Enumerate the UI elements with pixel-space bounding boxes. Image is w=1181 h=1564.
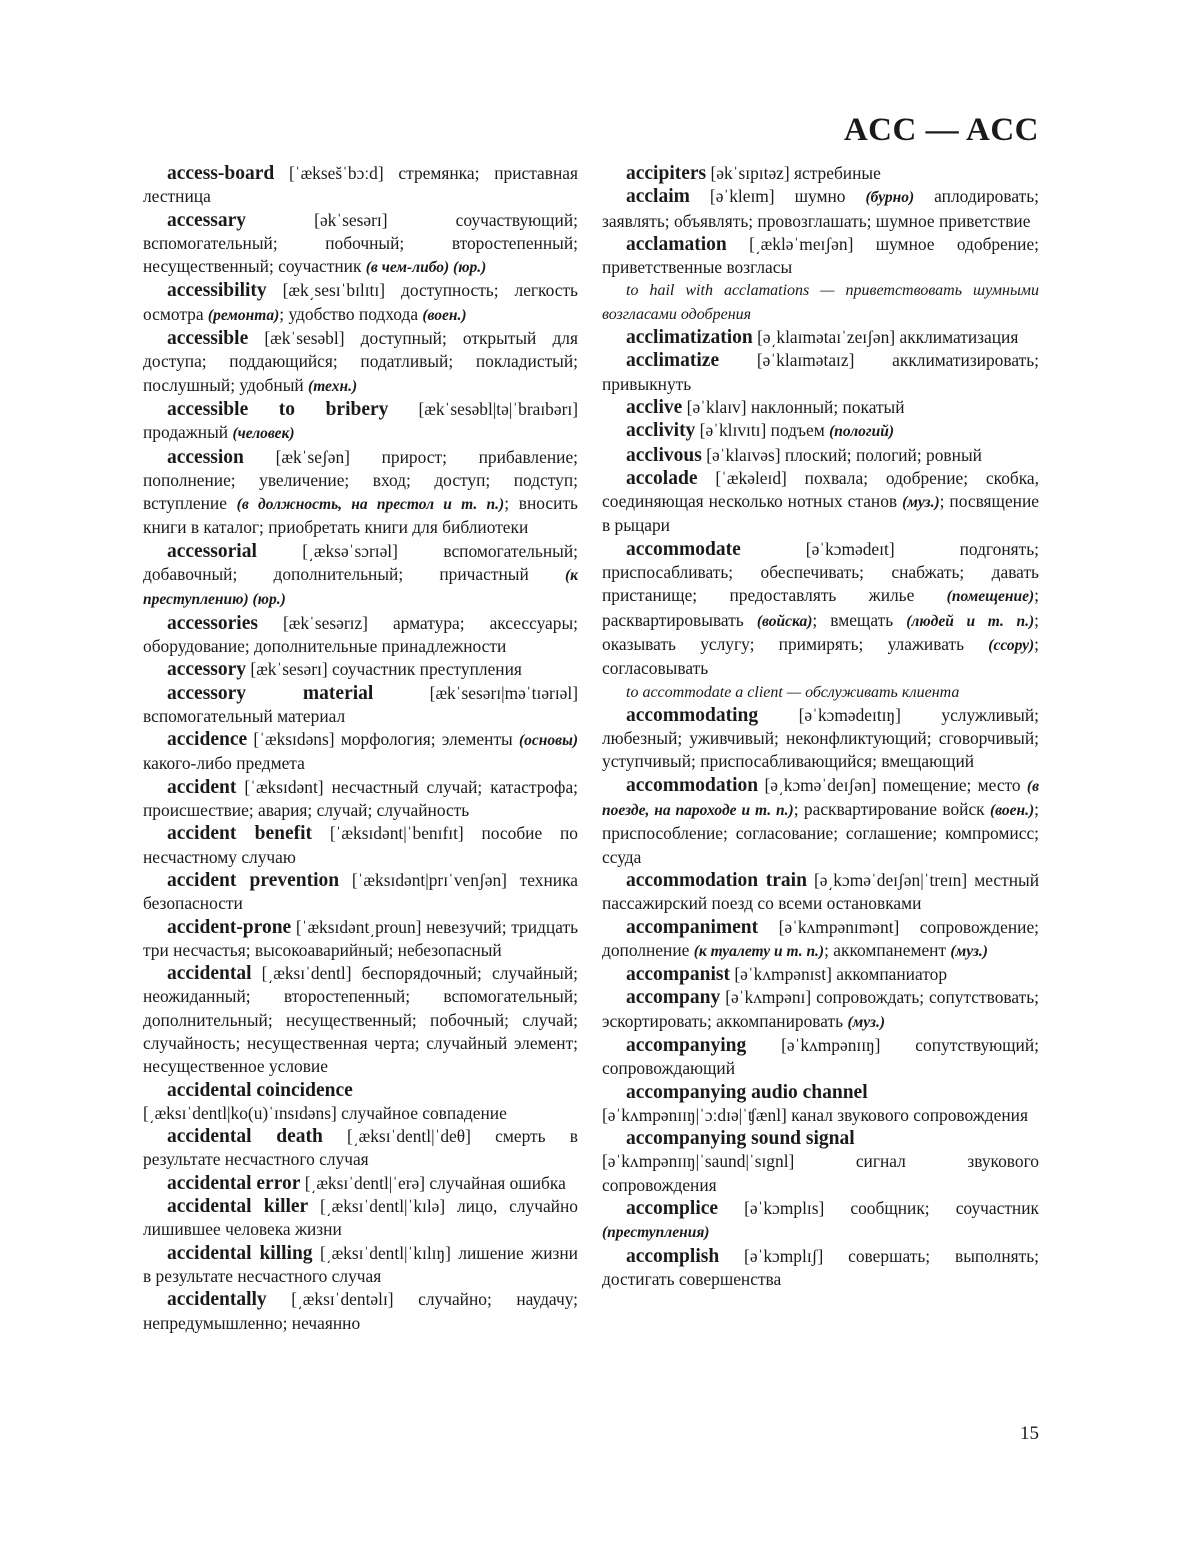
dictionary-entry [143, 1172, 578, 1195]
definition: [ækˈsesərɪ|məˈtɪərɪəl] вспомогательный материал [143, 682, 578, 726]
headword: acclaim [626, 186, 690, 208]
headword: accidental error [167, 1172, 301, 1194]
usage-label: (муз.) [902, 494, 940, 512]
usage-label: (муз.) [847, 1013, 885, 1031]
definition: аплодировать; заявлять; объявлять; провозглашать; шумное приветствие [602, 186, 1039, 231]
definition: [əˈklaɪv] наклонный; покатый [682, 396, 905, 417]
example-text: to hail with acclamations — приветствовать шумными возгласами одобрения [602, 282, 1039, 323]
dictionary-entry [602, 986, 1039, 1034]
definition: ; приспособление; согласование; соглашение; компромисс; ссуда [602, 799, 1040, 867]
dictionary-entry [602, 444, 1039, 467]
definition: [ækˈsesərɪz] арматура; аксессуары; оборудование; дополнительные принадлежности [143, 612, 578, 656]
dictionary-entry [602, 1197, 1039, 1245]
dictionary-entry [143, 776, 578, 823]
usage-label: (муз.) [950, 942, 988, 960]
headword: accompany [626, 987, 721, 1009]
usage-label: (к туалету и т. п.) [693, 942, 825, 960]
transcription-definition: [əˈkʌmpənɪɪŋ|ˈɔːdɪə|ˈʧænl] канал звукового сопровождения [602, 1104, 1028, 1125]
dictionary-entry [143, 728, 578, 776]
dictionary-entry [143, 1125, 578, 1172]
usage-example [602, 681, 1039, 704]
headword: accessible [167, 328, 249, 350]
headword: accommodate [626, 538, 741, 560]
definition: [əˈkʌmpənɪ] сопровождать; сопутствовать; эскортировать; аккомпанировать [602, 987, 1039, 1031]
running-header: ACC — ACC [843, 112, 1039, 148]
headword: accidental killer [167, 1196, 309, 1218]
usage-label: (пологий) [829, 423, 895, 441]
definition: ; вмещать [812, 609, 907, 630]
dictionary-entry [143, 540, 578, 612]
page-number: 15 [1020, 1423, 1039, 1444]
headword: accidentally [167, 1289, 267, 1311]
definition: [ˈæksɪdənt] несчастный случай; катастрофа; происшествие; авария; случай; случайность [143, 776, 578, 821]
usage-label: (преступления) [602, 1224, 710, 1242]
dictionary-entry [143, 398, 578, 446]
headword: acclamation [626, 233, 727, 255]
dictionary-entry [143, 962, 578, 1078]
definition: ; расквартировывать [602, 585, 1039, 630]
usage-example [602, 279, 1039, 326]
headword: acclimatization [626, 327, 753, 349]
definition: [əˈkɔmplɪʃ] совершать; выполнять; достигать совершенства [602, 1245, 1039, 1289]
dictionary-entry [602, 185, 1039, 233]
definition: [əˈklɪvɪtɪ] подъем [695, 420, 830, 441]
headword: accidental [167, 963, 252, 985]
definition: [ə͵kɔməˈdeɪʃən|ˈtreɪn] местный пассажирский поезд со всеми остановками [602, 869, 1039, 914]
definition: [ˈæksɪdənt|ˈbenɪfɪt] пособие по несчастному случаю [143, 823, 578, 867]
definition: ; расквартирование войск [793, 799, 991, 820]
example-text: to accommodate a client — обслуживать клиента [626, 683, 960, 701]
headword: accident benefit [167, 823, 313, 845]
usage-label: (в чем-либо) (юр.) [365, 259, 487, 277]
headword: accommodation [626, 774, 759, 796]
dictionary-entry [143, 446, 578, 540]
usage-label: (воен.) [422, 306, 467, 324]
dictionary-entry [143, 658, 578, 681]
headword: accolade [626, 467, 698, 489]
left-column [143, 162, 578, 1335]
usage-label: (в поезде, на пароходе и т. п.) [602, 777, 1039, 820]
usage-label: (ремонта) [207, 306, 280, 324]
headword: accessorial [167, 540, 257, 562]
definition: [͵æksəˈsɔrɪəl] вспомогательный; добавочный; дополнительный; причастный [143, 540, 578, 585]
definition: [͵æksɪˈdentəlɪ] случайно; наудачу; непредумышленно; нечаянно [143, 1289, 578, 1333]
dictionary-entry [602, 774, 1039, 869]
dictionary-entry [143, 1288, 578, 1335]
definition: [əˈkʌmpənɪɪŋ] сопутствующий; сопровождающий [602, 1034, 1039, 1079]
dictionary-entry [143, 612, 578, 659]
headword: accomplish [626, 1245, 720, 1267]
usage-label: (помещение) [946, 588, 1035, 606]
definition: [͵æksɪˈdentl|ˈdeθ] смерть в результате несчастного случая [143, 1126, 578, 1170]
definition: [əˈklaɪvəs] плоский; пологий; ровный [701, 444, 982, 465]
headword: accident [167, 776, 237, 798]
dictionary-entry [143, 327, 578, 398]
definition: [əˈklaɪmətaɪz] акклиматизировать; привыкнуть [602, 350, 1039, 394]
definition: [əˈkʌmpənɪmənt] сопровождение; дополнение [602, 916, 1039, 960]
dictionary-entry [602, 1081, 1039, 1104]
usage-label: (человек) [232, 425, 295, 443]
dictionary-entry [143, 1079, 578, 1102]
definition: ; согласовывать [602, 633, 1039, 679]
dictionary-entry [143, 916, 578, 963]
usage-label: (войска) [756, 612, 813, 630]
definition: [ækˈsesəbl|tə|ˈbraɪbərɪ] продажный [143, 398, 578, 443]
headword: accession [167, 446, 244, 468]
definition: [əˈkɔmədeɪtɪŋ] услужливый; любезный; уживчивый; неконфликтующий; сговорчивый; уступчивый; приспосабливающийся; вмещающий [602, 704, 1039, 772]
definition: [͵æksɪˈdentl|ˈerə] случайная ошибка [300, 1172, 566, 1193]
dictionary-entry [602, 419, 1039, 443]
headword: acclive [626, 396, 683, 418]
definition: [ækˈseʃən] прирост; прибавление; пополнение; увеличение; вход; доступ; подступ; вступление [143, 446, 578, 514]
transcription-definition: [͵æksɪˈdentl|ko(u)ˈɪnsɪdəns] случайное совпадение [143, 1102, 507, 1123]
dictionary-entry [602, 467, 1039, 538]
headword: accidence [167, 729, 248, 751]
definition: [ˈækəleɪd] похвала; одобрение; скобка, соединяющая несколько нотных станов [602, 467, 1039, 512]
dictionary-entry [143, 1195, 578, 1242]
definition: [əˈkleɪm] шумно [689, 186, 866, 207]
definition: [əˈkʌmpənɪst] аккомпаниатор [730, 964, 948, 985]
definition: [ə͵kɔməˈdeɪʃən] помещение; место [758, 774, 1027, 795]
definition: [əkˈsɪpɪtəz] ястребиные [706, 163, 881, 183]
dictionary-entry [143, 682, 578, 729]
headword: acclivity [626, 420, 696, 442]
headword: accident prevention [167, 869, 340, 891]
usage-label: (воен.) [990, 802, 1035, 820]
definition: [æk͵sesɪˈbɪlɪtɪ] доступность; легкость осмотра [143, 280, 578, 324]
dictionary-entry [602, 704, 1039, 774]
dictionary-entry [143, 279, 578, 327]
dictionary-entry [602, 916, 1039, 964]
transcription-definition: [əˈkʌmpənɪɪŋ|ˈsaund|ˈsɪgnl] сигнал звукового сопровождения [602, 1151, 1039, 1195]
headword: accommodation train [626, 869, 807, 891]
dictionary-entry [602, 538, 1039, 681]
headword: accessories [167, 612, 258, 634]
dictionary-entry [602, 326, 1039, 349]
definition: [ækˈsesərɪ] соучастник преступления [246, 659, 522, 680]
headword: accidental killing [167, 1242, 313, 1264]
headword: accompaniment [626, 916, 759, 938]
dictionary-entry [143, 822, 578, 869]
headword: accommodating [626, 704, 759, 726]
definition: ; аккомпанемент [824, 939, 951, 960]
definition: [əkˈsesərɪ] соучаствующий; вспомогательный; побочный; второстепенный; несущественный; соучастник [143, 209, 578, 277]
dictionary-entry [143, 869, 578, 916]
headword: access-board [167, 163, 275, 184]
dictionary-entry [602, 162, 1039, 185]
dictionary-entry [602, 1245, 1039, 1292]
usage-label: (ссору) [988, 636, 1035, 654]
dictionary-entry [602, 396, 1039, 419]
headword: accipiters [626, 163, 707, 184]
definition: [ˈæksɪdənt͵proun] невезучий; тридцать три несчастья; высокоаварийный; небезопасный [143, 916, 578, 960]
definition: [ˈæksɪdənt|prɪˈvenʃən] техника безопасности [143, 869, 578, 914]
entry-continuation [602, 1150, 1039, 1197]
entry-continuation [143, 1102, 578, 1125]
definition: [͵æksɪˈdentl] беспорядочный; случайный; неожиданный; второстепенный; вспомогательный; дополнительный; несущественный; побочный; случай; случайность; несущественная черта; случайный элемент; несущественное условие [143, 963, 578, 1077]
headword: accessary [167, 209, 247, 231]
headword: accompanying [626, 1034, 747, 1056]
dictionary-entry [143, 1242, 578, 1289]
definition: ; оказывать услугу; примирять; улаживать [602, 609, 1039, 654]
usage-label: (техн.) [308, 377, 358, 395]
dictionary-entry [602, 1034, 1039, 1081]
headword: accidental death [167, 1126, 323, 1148]
headword: accompanying sound signal [626, 1128, 855, 1150]
headword: acclivous [626, 444, 702, 466]
headword: accessibility [167, 280, 267, 302]
definition: [ˈæksɪdəns] морфология; элементы [247, 729, 519, 750]
usage-label: (в должность, на престол и т. п.) [236, 496, 505, 514]
dictionary-entry [143, 209, 578, 280]
headword: accompanist [626, 964, 730, 986]
definition: [͵æksɪˈdentl|ˈkɪlɪŋ] лишение жизни в результате несчастного случая [143, 1242, 578, 1286]
headword: accidental coincidence [167, 1079, 353, 1101]
entry-continuation [602, 1104, 1039, 1127]
dictionary-entry [602, 349, 1039, 396]
headword: acclimatize [626, 350, 720, 372]
headword: accident-prone [167, 916, 292, 938]
definition: [ə͵klaɪmətaɪˈzeɪʃən] акклиматизация [752, 327, 1019, 348]
definition: [͵ækləˈmeɪʃən] шумное одобрение; приветственные возгласы [602, 233, 1039, 278]
headword: accessory material [167, 682, 374, 704]
definition: ; вносить книги в каталог; приобретать книги для библиотеки [143, 493, 578, 538]
dictionary-entry [602, 963, 1039, 986]
headword: accessory [167, 659, 247, 681]
definition: [əˈkɔmplɪs] сообщник; соучастник [718, 1198, 1039, 1219]
headword: accompanying audio channel [626, 1081, 868, 1103]
definition: какого-либо предмета [143, 753, 305, 774]
right-column [602, 162, 1039, 1291]
headword: accomplice [626, 1198, 719, 1220]
usage-label: (людей и т. п.) [906, 612, 1035, 630]
headword: accessible to bribery [167, 398, 389, 420]
usage-label: (бурно) [865, 189, 915, 207]
usage-label: (к преступлению) (юр.) [143, 567, 578, 609]
dictionary-entry [602, 233, 1039, 280]
dictionary-entry [143, 162, 578, 209]
definition: ; посвящение в рыцари [602, 491, 1040, 536]
usage-label: (основы) [519, 732, 578, 750]
definition: ; удобство подхода [279, 303, 423, 324]
dictionary-entry [602, 869, 1039, 916]
definition: [ækˈsesəbl] доступный; открытый для доступа; поддающийся; податливый; покладистый; послушный; удобный [143, 328, 578, 395]
definition: [͵æksɪˈdentl|ˈkɪlə] лицо, случайно лишившее человека жизни [143, 1196, 578, 1240]
definition: [əˈkɔmədeɪt] подгонять; приспосабливать; обеспечивать; снабжать; давать пристанище; предоставлять жилье [602, 538, 1039, 606]
definition: [ˈækses̆ˈbɔːd] стремянка; приставная лестница [143, 163, 578, 207]
dictionary-entry [602, 1127, 1039, 1150]
